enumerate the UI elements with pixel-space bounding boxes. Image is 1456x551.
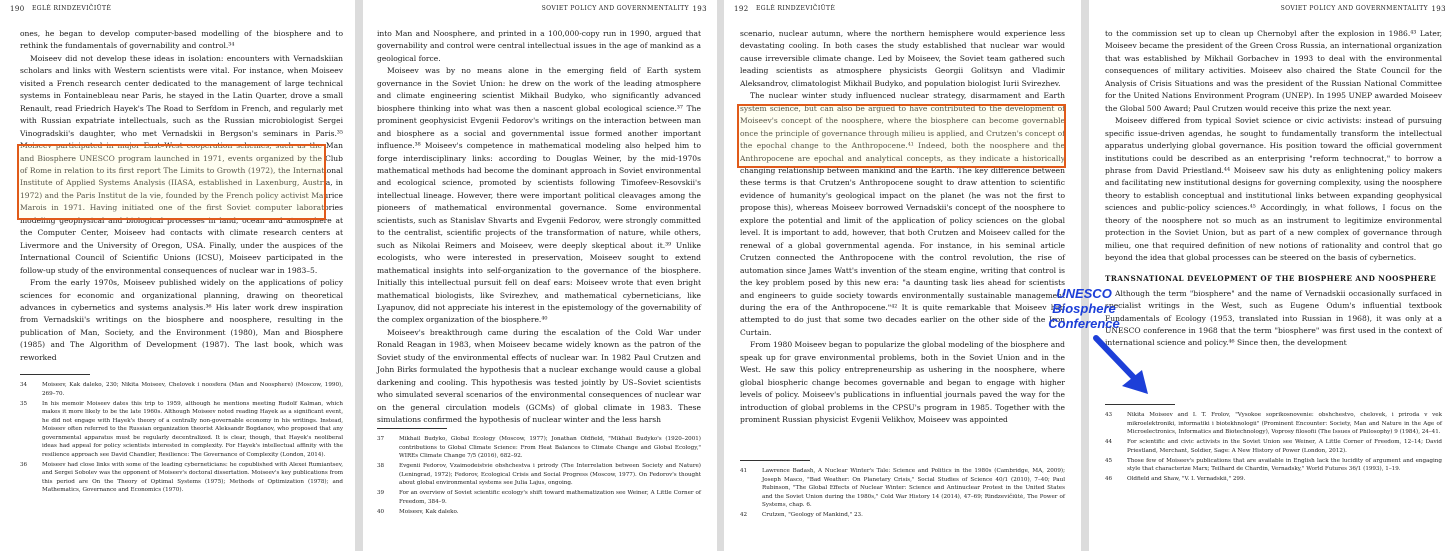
section-heading: TRANSNATIONAL DEVELOPMENT OF THE BIOSPHERE AND NOOSPHERE [1105, 273, 1437, 283]
footnote-number: 40 [377, 508, 385, 515]
footnote-text: Moiseev, Kak daleko. [399, 508, 459, 515]
running-header [10, 5, 345, 14]
page-number: 193 [692, 5, 707, 13]
header-title: SOVIET POLICY AND GOVERNMENTALITY [1280, 5, 1428, 12]
footnote-number: 34 [20, 382, 28, 388]
paragraph: From the early 1970s, Moiseev published widely on the applications of policy sciences for economic and organizational planning, drawing on theoretical advances in cybernetics and systems analysis.³⁶ His later work drew inspiration from Vernadskii's writings on the biosphere and noosphere, resulting in the publication of Man, Society, and the Environment (1980), Man and Biosphere (1985) and The Algorithm of Development (1987). The last book, which was reworked [20, 278, 343, 362]
header-title: EGLĖ RINDZEVIČIŪTĖ [756, 5, 836, 12]
footnote-number: 44 [1105, 439, 1113, 445]
paragraph: From 1980 Moiseev began to popularize the global modeling of the biosphere and speak up for grave environmental problems, both in the Soviet Union and in the West. He saw this policy entrepreneurship as ushering in the noosphere, where global biospheric change becomes governable and began to engage with higher levels of policy. Moiseev's publications in influential journals paved the way for the introduction of global problems in the CPSU's program in 1985. Together with the prominent Russian physicist Evgenii Velikhov, Moiseev was appointed [740, 340, 1065, 425]
page-number: 193 [1431, 5, 1446, 13]
footnote-number: 37 [377, 436, 385, 442]
page-190 [0, 0, 355, 551]
body-text [740, 28, 1065, 427]
paragraph: Moiseev was by no means alone in the emerging field of Earth system governance in the Soviet Union: he drew on the work of the leading atmosphere and climate engineering scientist Mikhail Budyko, who significantly advanced biosphere thinking into what was then a nascent global ecological science.³⁷ The prominent geophysicist Evgenii Fedorov's writings on the interaction between man and biosphere as a social and governmental issue formed another important influence.³⁸ Moiseev's competence in mathematical modeling also helped him to forge interdisciplinary links: according to Douglas Weiner, by the mid-1970s mathematical methods had become the dominant approach in Soviet environmental and ecological science, promoted by scientists following Timofeev-Resovskii's intellectual lineage. However, there were important political cleavages among the pioneers of mathematical environmental governance. Some environmental scientists, such as Stanislav Shvarts and Evgenii Fedorov, were strongly committed to the centralist, scientific projects of the transformation of nature, while others, such as Nikolai Reimers and Moiseev, were deeply skeptical about it.³⁹ Unlike ecologists, who were interested in preservation, Moiseev sought to extend mathematical insights into self-organization to the governance of the biosphere. Initially this intellectual pursuit fell on deaf ears: Moiseev wrote that even bright mathematical biologists, like Svirezhev, and mathematical cyberneticians, like Lyapunov, did not appreciate his interest in the epistemology of the governability of the complex organization of the biosphere.⁴⁰ [377, 66, 701, 325]
body-text [1105, 28, 1442, 350]
paragraph: ones, he began to develop computer-based modelling of the biosphere and to rethink the fundamentals of governability and control.³⁴ [20, 29, 343, 51]
body-text [377, 28, 701, 427]
page-number: 190 [10, 5, 25, 13]
footnotes [20, 374, 343, 496]
paragraph: into Man and Noosphere, and printed in a 100,000-copy run in 1990, argued that governability and control were central intellectual issues in the age of mankind as a geological force. [377, 29, 701, 63]
footnote-number: 46 [1105, 476, 1113, 482]
running-header [1099, 5, 1446, 14]
footnote-number: 42 [740, 512, 748, 518]
footnote-number: 43 [1105, 412, 1113, 418]
footnote-text: Lawrence Badash, A Nuclear Winter's Tale: Science and Politics in the 1980s (Cambridge, MA, 2009); Joseph Masco, "Bad Weather: On Planetary Crisis," Social Studies of Science 40/1 (2010), 7–40; Paul Rubinson, "The Global Effects of Nuclear Winter: Science and Antinuclear Protest in the United States and the Soviet Union during the 1980s," Cold War History 14 (2014), 47–69; Rindzevičiūtė, The Power of Systems, chap. 6. [762, 468, 1065, 508]
footnote-rule [20, 374, 90, 375]
footnote-number: 41 [740, 468, 748, 474]
paragraph: Although the term "biosphere" and the name of Vernadskii occasionally surfaced in specialist writings in the West, such as Eugene Odum's influential textbook Fundamentals of Ecology (1953, translated into Russian in 1968), it was only at a UNESCO conference in 1968 that the term "biosphere" was first used in the context of international science and policy.⁴⁶ Since then, the development [1105, 288, 1442, 348]
page-193-right [1089, 0, 1456, 551]
paragraph: to the commission set up to clean up Chernobyl after the explosion in 1986.⁴³ Later, Moiseev became the president of the Green Cross Russia, an international organization that was established by Mikhail Gorbachev in 1993 to deal with the environmental consequences of military activities. Moiseev also chaired the State Council for the Analysis of Crisis Situations and was the president of the Russian National Committee for the United Nations Environment Program (UNEP). In 1995 UNEP awarded Moiseev the Global 500 Award; Paul Crutzen would receive this prize the next year. [1105, 29, 1442, 113]
footnote [377, 462, 701, 488]
running-header [734, 5, 1071, 14]
page-192 [724, 0, 1081, 551]
paragraph: Moiseev differed from typical Soviet science or civic activists: instead of pursuing specific issue-driven agendas, he sought to fundamentally transform the intellectual apparatus underlying global governance. His position toward the official government institutions could be described as an enterprising "reform technocrat," to borrow a phrase from David Priestland.⁴⁴ Moiseev saw his duty as enlightening policy makers and facilitating new institutional designs for governing complexity, using the noosphere theory to establish conceptual and institutional links between expanding geophysical sciences and public-policy sciences.⁴⁵ Accordingly, in what follows, I focus on the theory of the noosphere not so much as an instrument to legitimize environmental protection in the Soviet Union, but as part of a new complex of governance through milieu, one that required definition of new notions of rationality and control that go beyond the idea that global processes can be steered on the basis of cybernetics. [1105, 116, 1442, 263]
footnote [20, 461, 343, 495]
footnote-text: Moiseev had close links with some of the leading cyberneticians: he copublished with Alexei Rumiantsev, and Sergei Sobolev was the opponent of Moiseev's doctoral dissertation. Moiseev's key publications from this period are On the Theory of Optimal Systems (1975); Methods of Optimization (1978); and Mathematics, Governance and Economics (1970). [42, 461, 343, 493]
footnote-text: Moiseev, Kak daleko, 230; Nikita Moiseev, Chelovek i noosfera (Man and Noosphere) (Moscow, 1990), 269–70. [42, 382, 343, 397]
footnote-number: 39 [377, 490, 385, 496]
running-header [373, 5, 707, 14]
page-number: 192 [734, 5, 749, 13]
footnotes [740, 460, 1065, 521]
footnote [20, 400, 343, 460]
paragraph: scenario, nuclear autumn, where the northern hemisphere would experience less devastating cooling. In both cases the study established that nuclear war would cause irreversible climate change. Led by Moiseev, the Soviet team gathered such leading scientists as atmosphere physicists Georgii Golitsyn and Vladimir Aleksandrov, climatologist Mikhail Budyko, and population biologist Iurii Svirezhev. [740, 29, 1065, 88]
paragraph: Moiseev's breakthrough came during the escalation of the Cold War under Ronald Reagan in 1983, when Moiseev became widely known as the patron of the Soviet study of the environmental effects of nuclear war. In 1982 Paul Crutzen and John Birks formulated the hypothesis that a nuclear exchange would cause a global darkening and cooling. This hypothesis was tested jointly by US–Soviet scientists who simulated several scenarios of the environmental consequences of nuclear war on the general circulation models (GCMs) of global climate in 1983. These simulations confirmed the hypothesis of nuclear winter and the less harsh [377, 327, 701, 425]
footnote-number: 35 [20, 400, 28, 407]
footnote [377, 508, 701, 517]
header-title: SOVIET POLICY AND GOVERNMENTALITY [541, 5, 689, 12]
footnote [1105, 475, 1442, 484]
footnote-rule [1105, 404, 1175, 405]
footnote-rule [740, 460, 810, 461]
header-title: EGLĖ RINDZEVIČIŪTĖ [32, 5, 112, 12]
paragraph: The nuclear winter study influenced nuclear strategy, disarmament and Earth system science, but can also be argued to have contributed to the development of Moiseev's concept of the noosphere, where the biosphere can become governable once the principle of governance through milieu is applied, and Crutzen's concept of the epochal change to the Anthropocene.⁴¹ Indeed, both the noosphere and the Anthropocene are epochal and analytical concepts, as they indicate a historically changing relationship between mankind and the Earth. The key difference between these terms is that Crutzen's Anthropocene sought to draw attention to scientific evidence of humanity's geological impact on the planet (he was not the first to propose this), whereas Moiseev borrowed Vernadskii's concept of the noosphere to explore the potential and limit of the application of policy sciences on the global level. It is important to add, however, that both Crutzen and Moiseev called for the renewal of a global governmental agenda. For instance, in his seminal article Crutzen connected the Anthropocene with the control revolution, the rise of automation since James Watt's invention of the steam engine, writing that control is the key problem posed by this new era: "a daunting task lies ahead for scientists and engineers to guide society towards environmentally sustainable management during the era of the Anthropocene."⁴² It is quite remarkable that Moiseev had attempted to do just that some two decades earlier on the other side of the Iron Curtain. [740, 91, 1065, 337]
footnote [1105, 411, 1442, 437]
footnote [1105, 457, 1442, 474]
footnotes [1105, 404, 1442, 485]
footnote [377, 435, 701, 461]
footnote-text: Nikita Moiseev and I. T. Frolov, "Vysokoe soprikosnovenie: obshchestvo, chelovek, i priroda v vek mikroelektroniki, informatiki i biotekhnologii" (Prominent Encounter: Society, Man and Nature in the Age of Microelectronics, Informatics and Biotechnology), Voprosy filosofii (The Issues of Philosophy) 9 (1984), 24–41. [1127, 412, 1442, 435]
footnote-text: In his memoir Moiseev dates this trip to 1959, although he mentions meeting Rudolf Kalman, which makes it more likely to be the late 1960s. Although Moiseev noted reading Hayek as a significant event, he did not engage with Hayek's theory of a centrally non-governable economy in his writings. Instead, Moiseev often referred to the Russian organization theorist Aleksandr Bogdanov, who proposed that any governmental apparatus must be regularly decentralized. It is clear, though, that Hayek's neoliberal ideas had appeal for policy scientists interested in complexity. For Hayek's intellectual affinity with the resilience approach see David Chandler, Resilience: The Governance of Complexity (London, 2014). [42, 400, 343, 458]
footnote [377, 489, 701, 506]
footnote-text: Evgenii Fedorov, Vzaimodeistvie obshchestva i prirody (The Interrelation between Society and Nature) (Leningrad, 1972); Fedorov, Ecological Crisis and Social Progress (Moscow, 1977). On Fedorov's thought about global environmental systems see Julia Lajus, ongoing. [399, 463, 701, 486]
footnote [740, 511, 1065, 520]
footnote-text: Crutzen, "Geology of Mankind," 23. [762, 512, 863, 518]
footnote-number: 36 [20, 461, 28, 468]
paragraph: Moiseev did not develop these ideas in isolation: encounters with Vernadskiian scholars and links with Western scientists were vital. For instance, when Moiseev visited a French research center dedicated to the management of large technical systems in Fontainebleau near Paris, he stayed in the Latin Quarter, drove a small Renault, read Friedrich Hayek's The Road to Serfdom in French, and regularly met with Russian expatriate intellectuals, such as the Russian microbiologist Sergei Vinogradskii's daughter, who met Vernadskii in Bergson's seminars in Paris.³⁵ Moiseev participated in major East–West cooperation schemes, such as the Man and Biosphere UNESCO program launched in 1971, events organized by the Club of Rome in relation to its first report The Limits to Growth (1972), the International Institute of Applied Systems Analysis (IIASA, established in Laxenburg, Austria, in 1972) and the Paris Institut de la vie, founded by the French policy activist Maurice Marois in 1971. Having initiated one of the first Soviet computer laboratories modeling geophysical and biological processes in land, ocean and atmosphere at the Computer Center, Moiseev had contacts with climate research centers at Livermore and the University of Oregon, USA. Finally, under the auspices of the International Council of Scientific Unions (ICSU), Moiseev participated in the follow-up study of the environmental consequences of nuclear war in 1983–5. [20, 53, 343, 275]
footnote [1105, 438, 1442, 455]
footnote-number: 45 [1105, 457, 1113, 464]
footnote-text: For scientific and civic activists in the Soviet Union see Weiner, A Little Corner of Freedom, 12–14; David Priestland, Merchant, Soldier, Sage: A New History of Power (London, 2012). [1127, 439, 1442, 454]
footnotes [377, 428, 701, 518]
footnote [20, 381, 343, 398]
footnote-text: Those few of Moiseev's publications that are available in English lack the lucidity of argument and engaging style that characterize Marx; Teilhard de Chardin, Vernadsky," World Futures 36/1 (1993), 1–19. [1127, 457, 1442, 472]
arrow-icon [1092, 334, 1152, 396]
footnote-text: Oldfield and Shaw, "V. I. Vernadskii," 299. [1127, 476, 1246, 482]
body-text [20, 28, 343, 364]
footnote-text: Mikhail Budyko, Global Ecology (Moscow, 1977); Jonathan Oldfield, "Mikhail Budyko's (1920–2001) contributions to Global Climate Science: From Heat Balances to Climate Change and Global Ecology," WIREs Climate Change 7/5 (2016), 682–92. [399, 436, 701, 459]
footnote [740, 467, 1065, 510]
footnote-rule [377, 428, 447, 429]
annotation-callout: UNESCO Biosphere Conference [1048, 286, 1120, 331]
page-193-left [363, 0, 717, 551]
footnote-text: For an overview of Soviet scientific ecology's shift toward mathematization see Weiner, A Little Corner of Freedom, 384–9. [399, 490, 701, 505]
footnote-number: 38 [377, 463, 385, 469]
